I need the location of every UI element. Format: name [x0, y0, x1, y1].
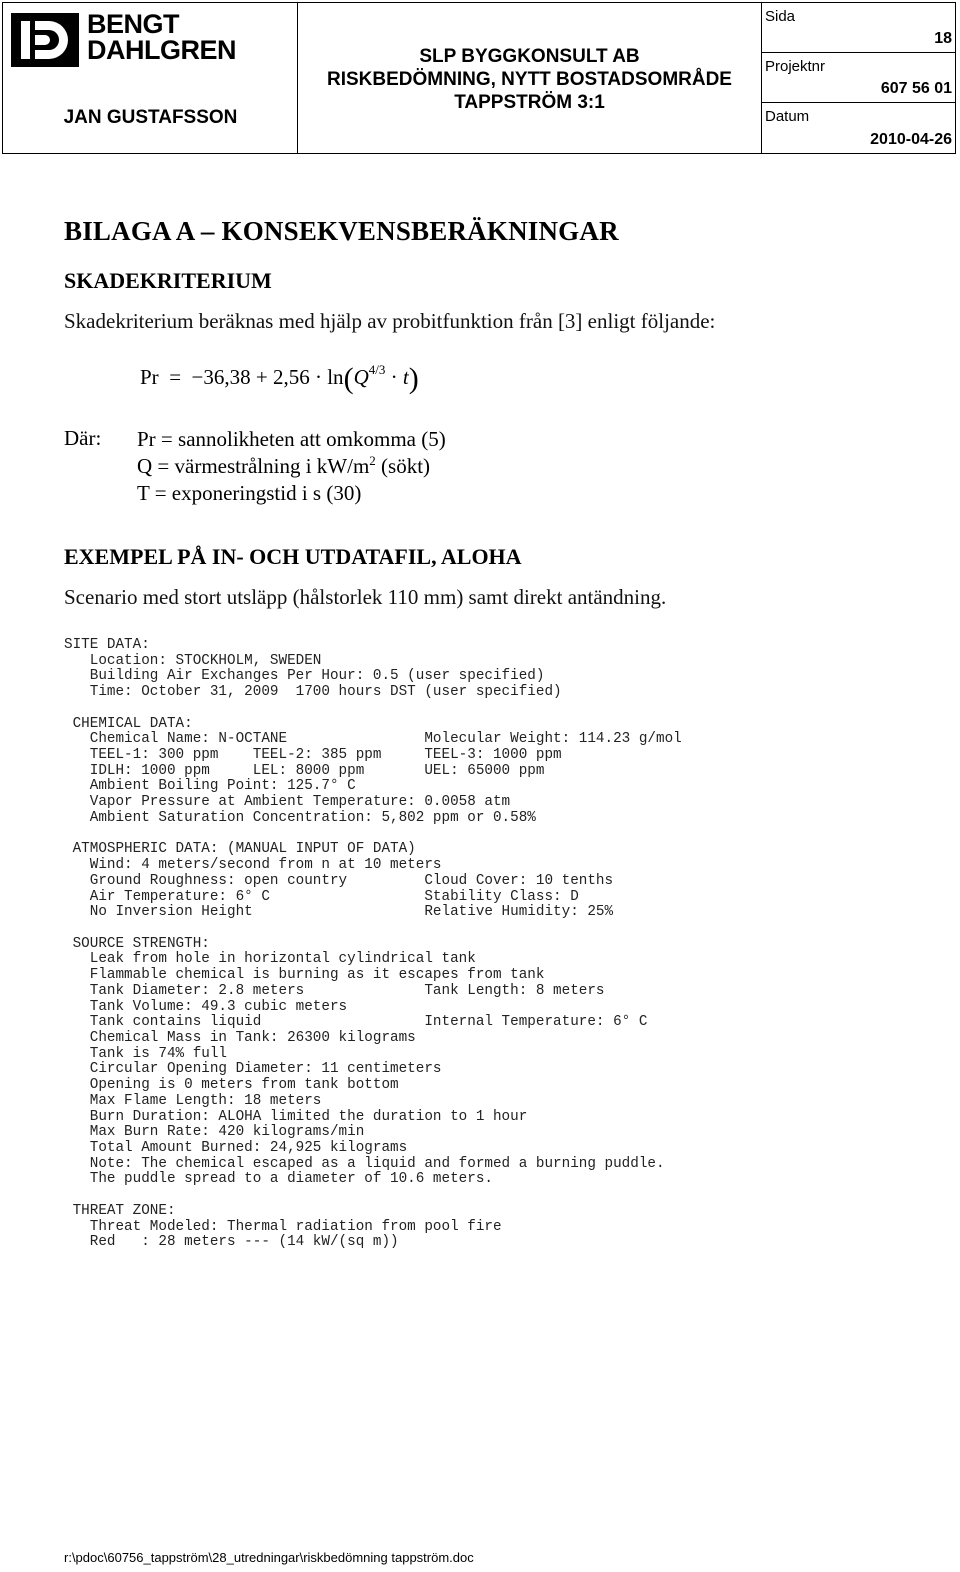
header-logo-cell [3, 3, 298, 153]
project-number: 607 56 01 [880, 80, 952, 97]
definition-pr: Pr = sannolikheten att omkomma (5) [137, 427, 446, 451]
formula-plus: + [255, 365, 268, 389]
formula-open-paren: ( [343, 362, 354, 395]
meta-date [762, 103, 955, 153]
definition-q-text: Q = värmestrålning i kW/m [137, 454, 370, 478]
formula-close-paren: ) [408, 362, 419, 395]
formula-ln: ln [327, 365, 344, 389]
section-heading-skadekriterium: SKADEKRITERIUM [64, 268, 272, 293]
formula-term1: −36,38 [191, 365, 251, 389]
meta-project [762, 53, 955, 103]
logo-line-1: BENGT [87, 9, 179, 39]
title-line-3: TAPPSTRÖM 3:1 [454, 92, 605, 113]
title-line-2: RISKBEDÖMNING, NYTT BOSTADSOMRÅDE [327, 69, 732, 90]
date-value: 2010-04-26 [870, 131, 952, 148]
section-heading-aloha: EXEMPEL PÅ IN- OCH UTDATAFIL, ALOHA [64, 544, 522, 569]
logo-wordmark [87, 11, 236, 63]
definition-q [137, 453, 446, 480]
section-text-skadekriterium: Skadekriterium beräknas med hjälp av probitfunktion från [3] enligt följande: [64, 309, 716, 333]
project-label: Projektnr [765, 58, 826, 75]
main-heading: BILAGA A – KONSEKVENSBERÄKNINGAR [64, 216, 619, 246]
definition-q-suffix: (sökt) [375, 454, 431, 478]
company-logo [11, 11, 241, 69]
page-header [2, 2, 956, 154]
where-label: Där: [64, 426, 102, 450]
formula-q: Q [353, 365, 369, 389]
formula-term2: 2,56 [272, 365, 310, 389]
formula-exponent: 4/3 [368, 362, 386, 377]
section-text-aloha: Scenario med stort utsläpp (hålstorlek 110 mm) samt direkt antändning. [64, 585, 667, 609]
formula-t: t [402, 365, 409, 389]
document-title [298, 45, 761, 114]
formula-equals: = [169, 365, 182, 389]
formula-lhs: Pr [140, 365, 159, 389]
header-meta-cell [762, 3, 955, 153]
date-label: Datum [765, 108, 810, 125]
probit-formula [140, 362, 419, 396]
logo-line-2: DAHLGREN [87, 35, 236, 65]
header-title-cell [298, 3, 762, 153]
meta-page [762, 3, 955, 53]
definition-q-superscript: 2 [369, 453, 376, 468]
formula-dot: · [314, 365, 322, 389]
title-line-1: SLP BYGGKONSULT AB [419, 46, 640, 67]
definition-t: T = exponeringstid i s (30) [137, 481, 362, 505]
page-label: Sida [765, 8, 796, 25]
page-number: 18 [934, 30, 952, 47]
bd-logo-icon [11, 13, 79, 67]
formula-dot-2: · [390, 365, 398, 389]
aloha-output-text: SITE DATA: Location: STOCKHOLM, SWEDEN Building Air Exchanges Per Hour: 0.5 (user specified) Time: October 31, 2009 1700 hours DST (user specified) CHEMICAL DATA: Chemical Name: N-OCTANE Molecular Weight: 114.23 g/mol TEEL-1: 300 ppm TEEL-2: 385 ppm TEEL-3: 1000 ppm IDLH: 1000 ppm LEL: 8000 ppm UEL: 65000 ppm Ambient Boiling Point: 125.7° C Vapor Pressure at Ambient Temperature: 0.0058 atm Ambient Saturation Concentration: 5,802 ppm or 0.58% ATMOSPHERIC DATA: (MANUAL INPUT OF DATA) Wind: 4 meters/second from n at 10 meters Ground Roughness: open country Cloud Cover: 10 tenths Air Temperature: 6° C Stability Class: D No Inversion Height Relative Humidity: 25% SOURCE STRENGTH: Leak from hole in horizontal cylindrical tank Flammable chemical is burning as it escapes from tank Tank Diameter: 2.8 meters Tank Length: 8 meters Tank Volume: 49.3 cubic meters Tank contains liquid Internal Temperature: 6° C Chemical Mass in Tank: 26300 kilograms Tank is 74% full Circular Opening Diameter: 11 centimeters Opening is 0 meters from tank bottom Max Flame Length: 18 meters Burn Duration: ALOHA limited the duration to 1 hour Max Burn Rate: 420 kilograms/min Total Amount Burned: 24,925 kilograms Note: The chemical escaped as a liquid and formed a burning puddle. The puddle spread to a diameter of 10.6 meters. THREAT ZONE: Threat Modeled: Thermal radiation from pool fire Red : 28 meters --- (14 kW/(sq m)) [64, 637, 682, 1251]
footer-file-path: r:\pdoc\60756_tappström\28_utredningar\riskbedömning tappström.doc [64, 1550, 474, 1565]
author-name: JAN GUSTAFSSON [63, 107, 238, 128]
variable-definitions [137, 426, 446, 507]
